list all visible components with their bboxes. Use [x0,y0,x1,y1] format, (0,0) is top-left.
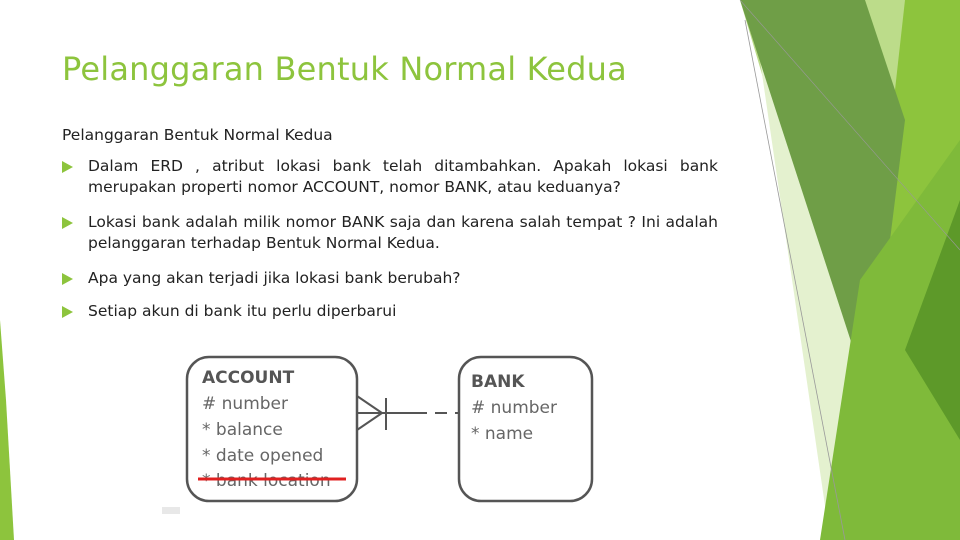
erd-diagram [160,350,600,520]
triangle-bullet-icon [62,273,73,285]
bullet-text: Setiap akun di bank itu perlu diperbarui [88,302,397,320]
bullet-text: Lokasi bank adalah milik nomor BANK saja dan karena salah tempat ? Ini adalah pelanggaran terhadap Bentuk Normal Kedua. [88,213,718,252]
account-attribute: * balance [202,420,283,440]
slide-subtitle: Pelanggaran Bentuk Normal Kedua [62,126,333,144]
deco-left-sliver [0,320,14,540]
bullet-item [62,301,718,322]
bank-attribute: # number [471,398,557,418]
bullet-item [62,268,718,289]
bullet-item [62,212,718,254]
bullet-text: Dalam ERD , atribut lokasi bank telah ditambahkan. Apakah lokasi bank merupakan properti nomor ACCOUNT, nomor BANK, atau keduanya? [88,157,718,196]
bullet-item [62,156,718,198]
account-attribute-struck: * bank location [202,471,331,491]
crowfoot-upper [357,396,382,413]
triangle-bullet-icon [62,161,73,173]
account-attribute: # number [202,394,288,414]
slide-title: Pelanggaran Bentuk Normal Kedua [62,50,627,88]
bank-attribute: * name [471,424,534,444]
account-attribute: * date opened [202,446,324,466]
account-entity-name: ACCOUNT [202,368,295,388]
triangle-bullet-icon [62,306,73,318]
triangle-bullet-icon [62,217,73,229]
relationship-line [357,396,459,430]
crowfoot-lower [357,413,382,430]
bank-entity-name: BANK [471,372,525,392]
bullet-text: Apa yang akan terjadi jika lokasi bank berubah? [88,269,461,287]
bullet-list [62,156,718,334]
erd-small-marker [162,507,180,514]
